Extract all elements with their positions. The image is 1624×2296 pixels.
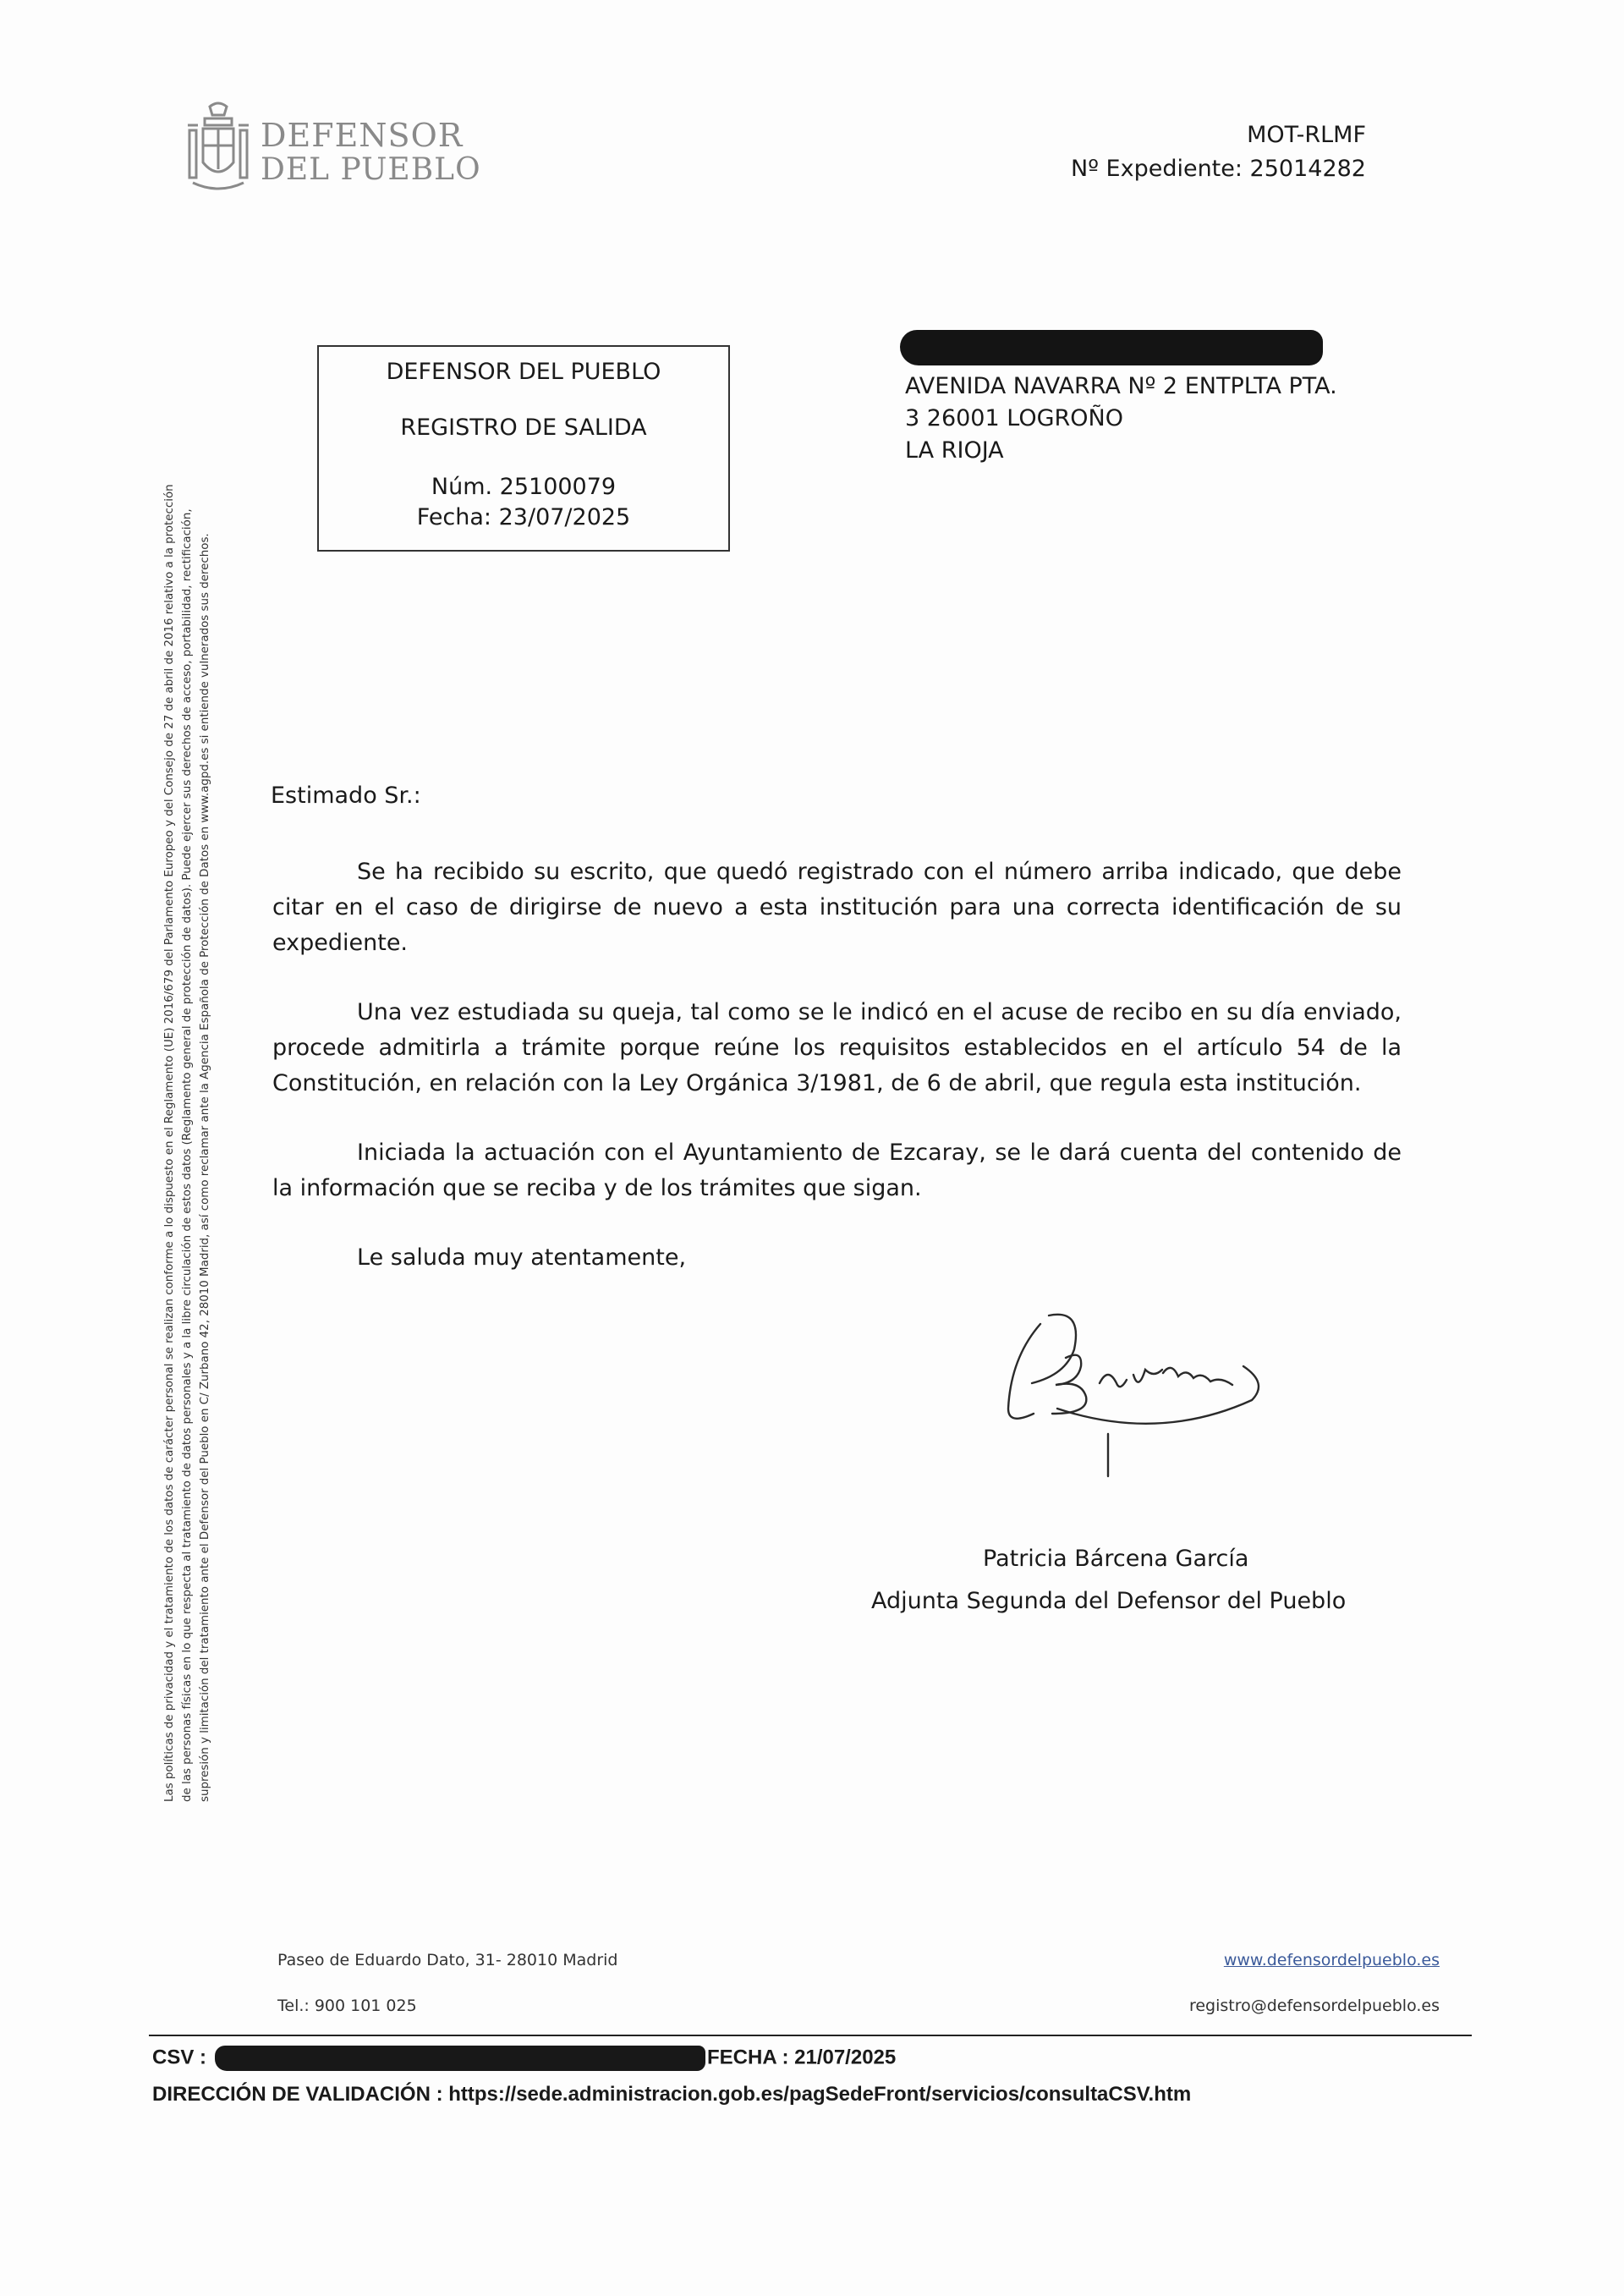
footer-phone: Tel.: 900 101 025 <box>277 1997 417 2015</box>
signer-block <box>871 1538 1379 1623</box>
logo-text-line1: DEFENSOR <box>261 117 464 154</box>
signer-name: Patricia Bárcena García <box>983 1546 1249 1572</box>
reference-code: MOT-RLMF <box>1247 122 1366 148</box>
footer-contact <box>277 1937 617 2029</box>
redacted-csv-code <box>215 2046 705 2071</box>
privacy-line1: Las políticas de privacidad y el tratamiento de los datos de carácter personal se realizan conforme a lo dispuesto en el Reglamento (UE) 2016/679 del Parlamento Europeo y del Consejo de 27 de abril de 2016 relativo a la protección <box>163 484 176 1802</box>
csv-date: FECHA : 21/07/2025 <box>707 2046 897 2069</box>
defensor-logo <box>184 100 481 193</box>
closing: Le saluda muy atentamente, <box>357 1244 687 1271</box>
paragraph-2: Una vez estudiada su queja, tal como se le indicó en el acuse de recibo en su día enviado, procede admitirla a trámite porque reúne los requisitos establecidos en el artículo 54 de la Constitución, en relación con la Ley Orgánica 3/1981, de 6 de abril, que regula esta institución. <box>272 999 1402 1096</box>
logo-text-line2: DEL PUEBLO <box>261 152 481 187</box>
redacted-recipient-name <box>900 330 1323 365</box>
signer-title: Adjunta Segunda del Defensor del Pueblo <box>871 1588 1347 1614</box>
side-privacy-notice <box>161 381 214 1802</box>
registry-number: Núm. 25100079 <box>431 474 617 500</box>
address-line2: 3 26001 LOGROÑO <box>905 405 1123 431</box>
footer-links <box>1189 1937 1440 2029</box>
recipient-address <box>905 330 1337 467</box>
registry-title: DEFENSOR DEL PUEBLO <box>386 359 661 385</box>
reference-block <box>1071 118 1366 186</box>
validation-address: DIRECCIÓN DE VALIDACIÓN : https://sede.administracion.gob.es/pagSedeFront/servicios/consultaCSV.htm <box>152 2083 1192 2106</box>
coat-of-arms-icon <box>184 100 252 193</box>
footer-address: Paseo de Eduardo Dato, 31- 28010 Madrid <box>277 1951 618 1969</box>
address-line3: LA RIOJA <box>905 437 1004 464</box>
registry-date: Fecha: 23/07/2025 <box>416 504 631 530</box>
paragraph-1: Se ha recibido su escrito, que quedó registrado con el número arriba indicado, que debe citar en el caso de dirigirse de nuevo a esta institución para una correcta identificación de su expediente. <box>272 859 1402 956</box>
address-line1: AVENIDA NAVARRA Nº 2 ENTPLTA PTA. <box>905 373 1337 399</box>
handwritten-signature <box>990 1307 1277 1485</box>
email-address: registro@defensordelpueblo.es <box>1188 1997 1440 2015</box>
salutation: Estimado Sr.: <box>271 783 421 809</box>
csv-label: CSV : <box>152 2046 207 2069</box>
privacy-line3: supresión y limitación del tratamiento ante el Defensor del Pueblo en C/ Zurbano 42, 28010 Madrid, así como reclamar ante la Agencia Española de Protección de Datos en www.agpd.es si entiende vulnerados sus derechos. <box>199 533 211 1802</box>
privacy-line2: de las personas físicas en lo que respecta al tratamiento de datos personales y a la libre circulación de estos datos (Reglamento general de protección de datos). Puede ejercer sus derechos de acceso, portabilidad, rectificación, <box>181 508 194 1802</box>
registry-stamp <box>317 345 730 552</box>
letter-body <box>272 854 1402 1310</box>
expediente-number: Nº Expediente: 25014282 <box>1071 156 1366 182</box>
registry-type: REGISTRO DE SALIDA <box>400 415 647 441</box>
csv-line <box>152 2046 896 2071</box>
csv-divider <box>149 2035 1472 2036</box>
website-link[interactable]: www.defensordelpueblo.es <box>1223 1951 1440 1969</box>
paragraph-3: Iniciada la actuación con el Ayuntamiento de Ezcaray, se le dará cuenta del contenido de la información que se reciba y de los trámites que sigan. <box>272 1140 1402 1201</box>
